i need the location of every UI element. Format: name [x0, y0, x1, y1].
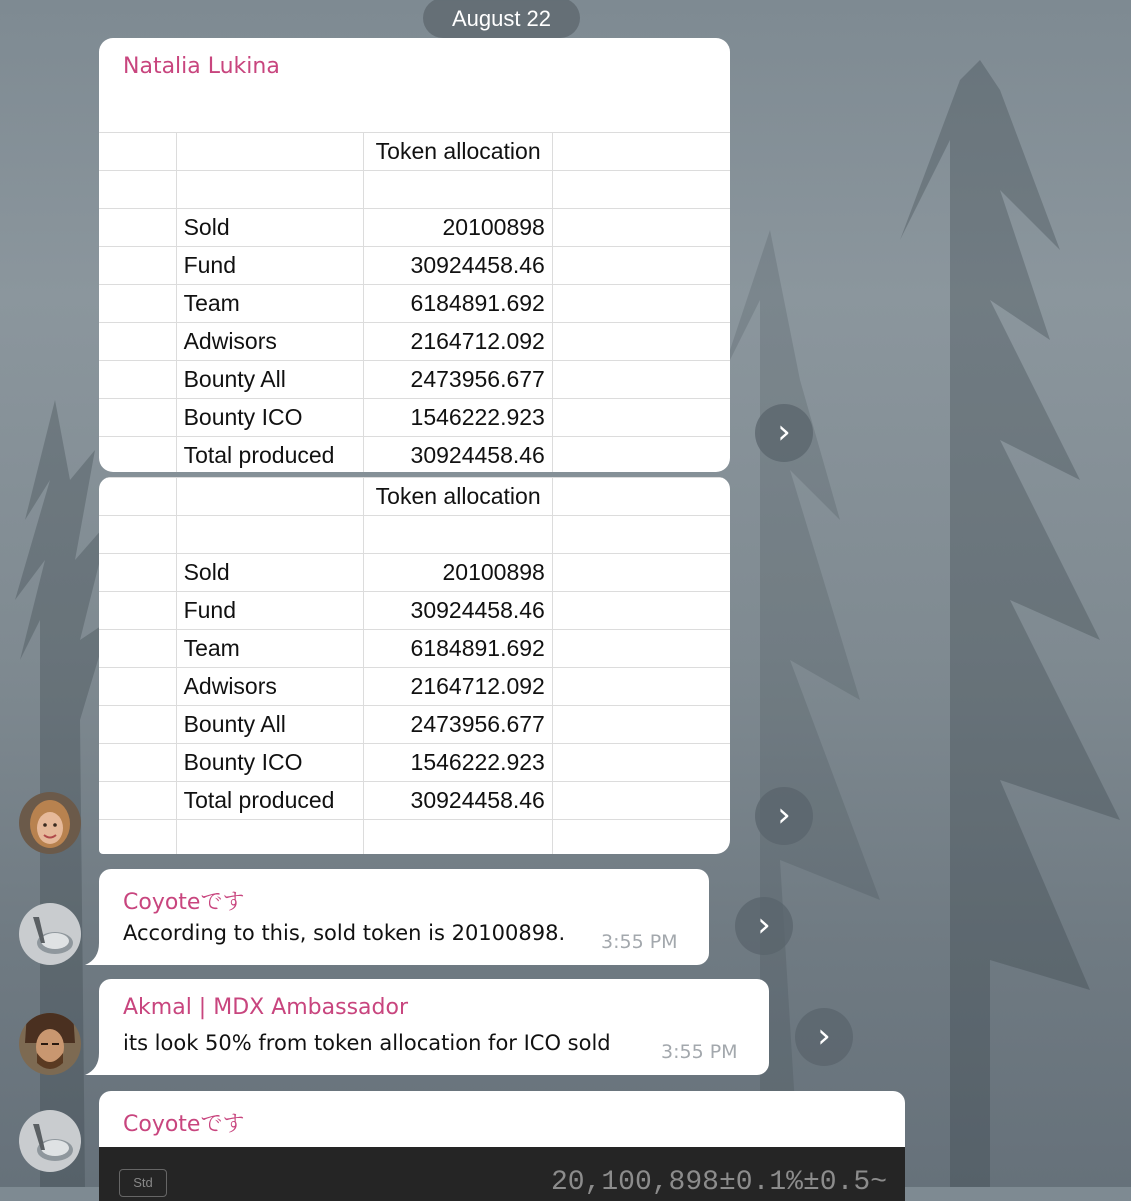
avatar[interactable]: [19, 792, 81, 854]
table-header: Token allocation: [364, 478, 552, 516]
message-bubble: [99, 38, 730, 472]
avatar[interactable]: [19, 903, 81, 965]
forward-button[interactable]: [735, 897, 793, 955]
forward-button[interactable]: [755, 787, 813, 845]
table-row: Bounty All 2473956.677: [99, 706, 730, 744]
message-bubble: [99, 979, 769, 1075]
message-bubble: [99, 477, 730, 854]
table-row: Team 6184891.692: [99, 285, 730, 323]
bubble-tail: [85, 943, 107, 965]
table-row: Sold 20100898: [99, 554, 730, 592]
spreadsheet-image[interactable]: [99, 477, 730, 854]
sender-name[interactable]: Akmal | MDX Ambassador: [123, 995, 409, 1020]
table-row: Fund 30924458.46: [99, 592, 730, 630]
table-header: Token allocation: [364, 133, 552, 171]
table-row: Total produced 30924458.46: [99, 437, 730, 473]
avatar[interactable]: [19, 1013, 81, 1075]
table-row: Team 6184891.692: [99, 630, 730, 668]
user-photo-icon: [19, 792, 81, 854]
table-row: Adwisors 2164712.092: [99, 323, 730, 361]
user-photo-icon: [19, 1013, 81, 1075]
table-row: Total produced 30924458.46: [99, 782, 730, 820]
chevron-right-icon: ›: [777, 412, 791, 452]
table-row: Fund 30924458.46: [99, 247, 730, 285]
chevron-right-icon: ›: [757, 905, 771, 945]
image-preview[interactable]: [99, 1147, 905, 1201]
table-row: Adwisors 2164712.092: [99, 668, 730, 706]
message-bubble: [99, 869, 709, 965]
message-time: 3:55 PM: [601, 931, 678, 953]
forward-button[interactable]: [795, 1008, 853, 1066]
table-row: Sold 20100898: [99, 209, 730, 247]
spreadsheet-image[interactable]: [99, 132, 730, 472]
sender-name[interactable]: Coyoteです: [123, 890, 245, 915]
sender-name[interactable]: Coyoteです: [123, 1112, 245, 1137]
table-row: Bounty ICO 1546222.923: [99, 399, 730, 437]
forward-button[interactable]: [755, 404, 813, 462]
user-photo-icon: [19, 1110, 81, 1172]
date-pill: August 22: [423, 0, 580, 38]
table-row: Bounty All 2473956.677: [99, 361, 730, 399]
message-bubble: [99, 1091, 905, 1201]
chevron-right-icon: ›: [817, 1016, 831, 1056]
message-text: According to this, sold token is 20100898.: [123, 921, 566, 945]
chevron-right-icon: ›: [777, 795, 791, 835]
message-text: its look 50% from token allocation for ICO sold: [123, 1031, 611, 1055]
std-tag: Std: [119, 1169, 167, 1197]
table-row: Bounty ICO 1546222.923: [99, 744, 730, 782]
image-value-text: 20,100,898±0.1%±0.5~: [550, 1167, 887, 1198]
sender-name[interactable]: Natalia Lukina: [123, 54, 280, 79]
user-photo-icon: [19, 903, 81, 965]
bubble-tail: [85, 1053, 107, 1075]
avatar[interactable]: [19, 1110, 81, 1172]
message-time: 3:55 PM: [661, 1041, 738, 1063]
